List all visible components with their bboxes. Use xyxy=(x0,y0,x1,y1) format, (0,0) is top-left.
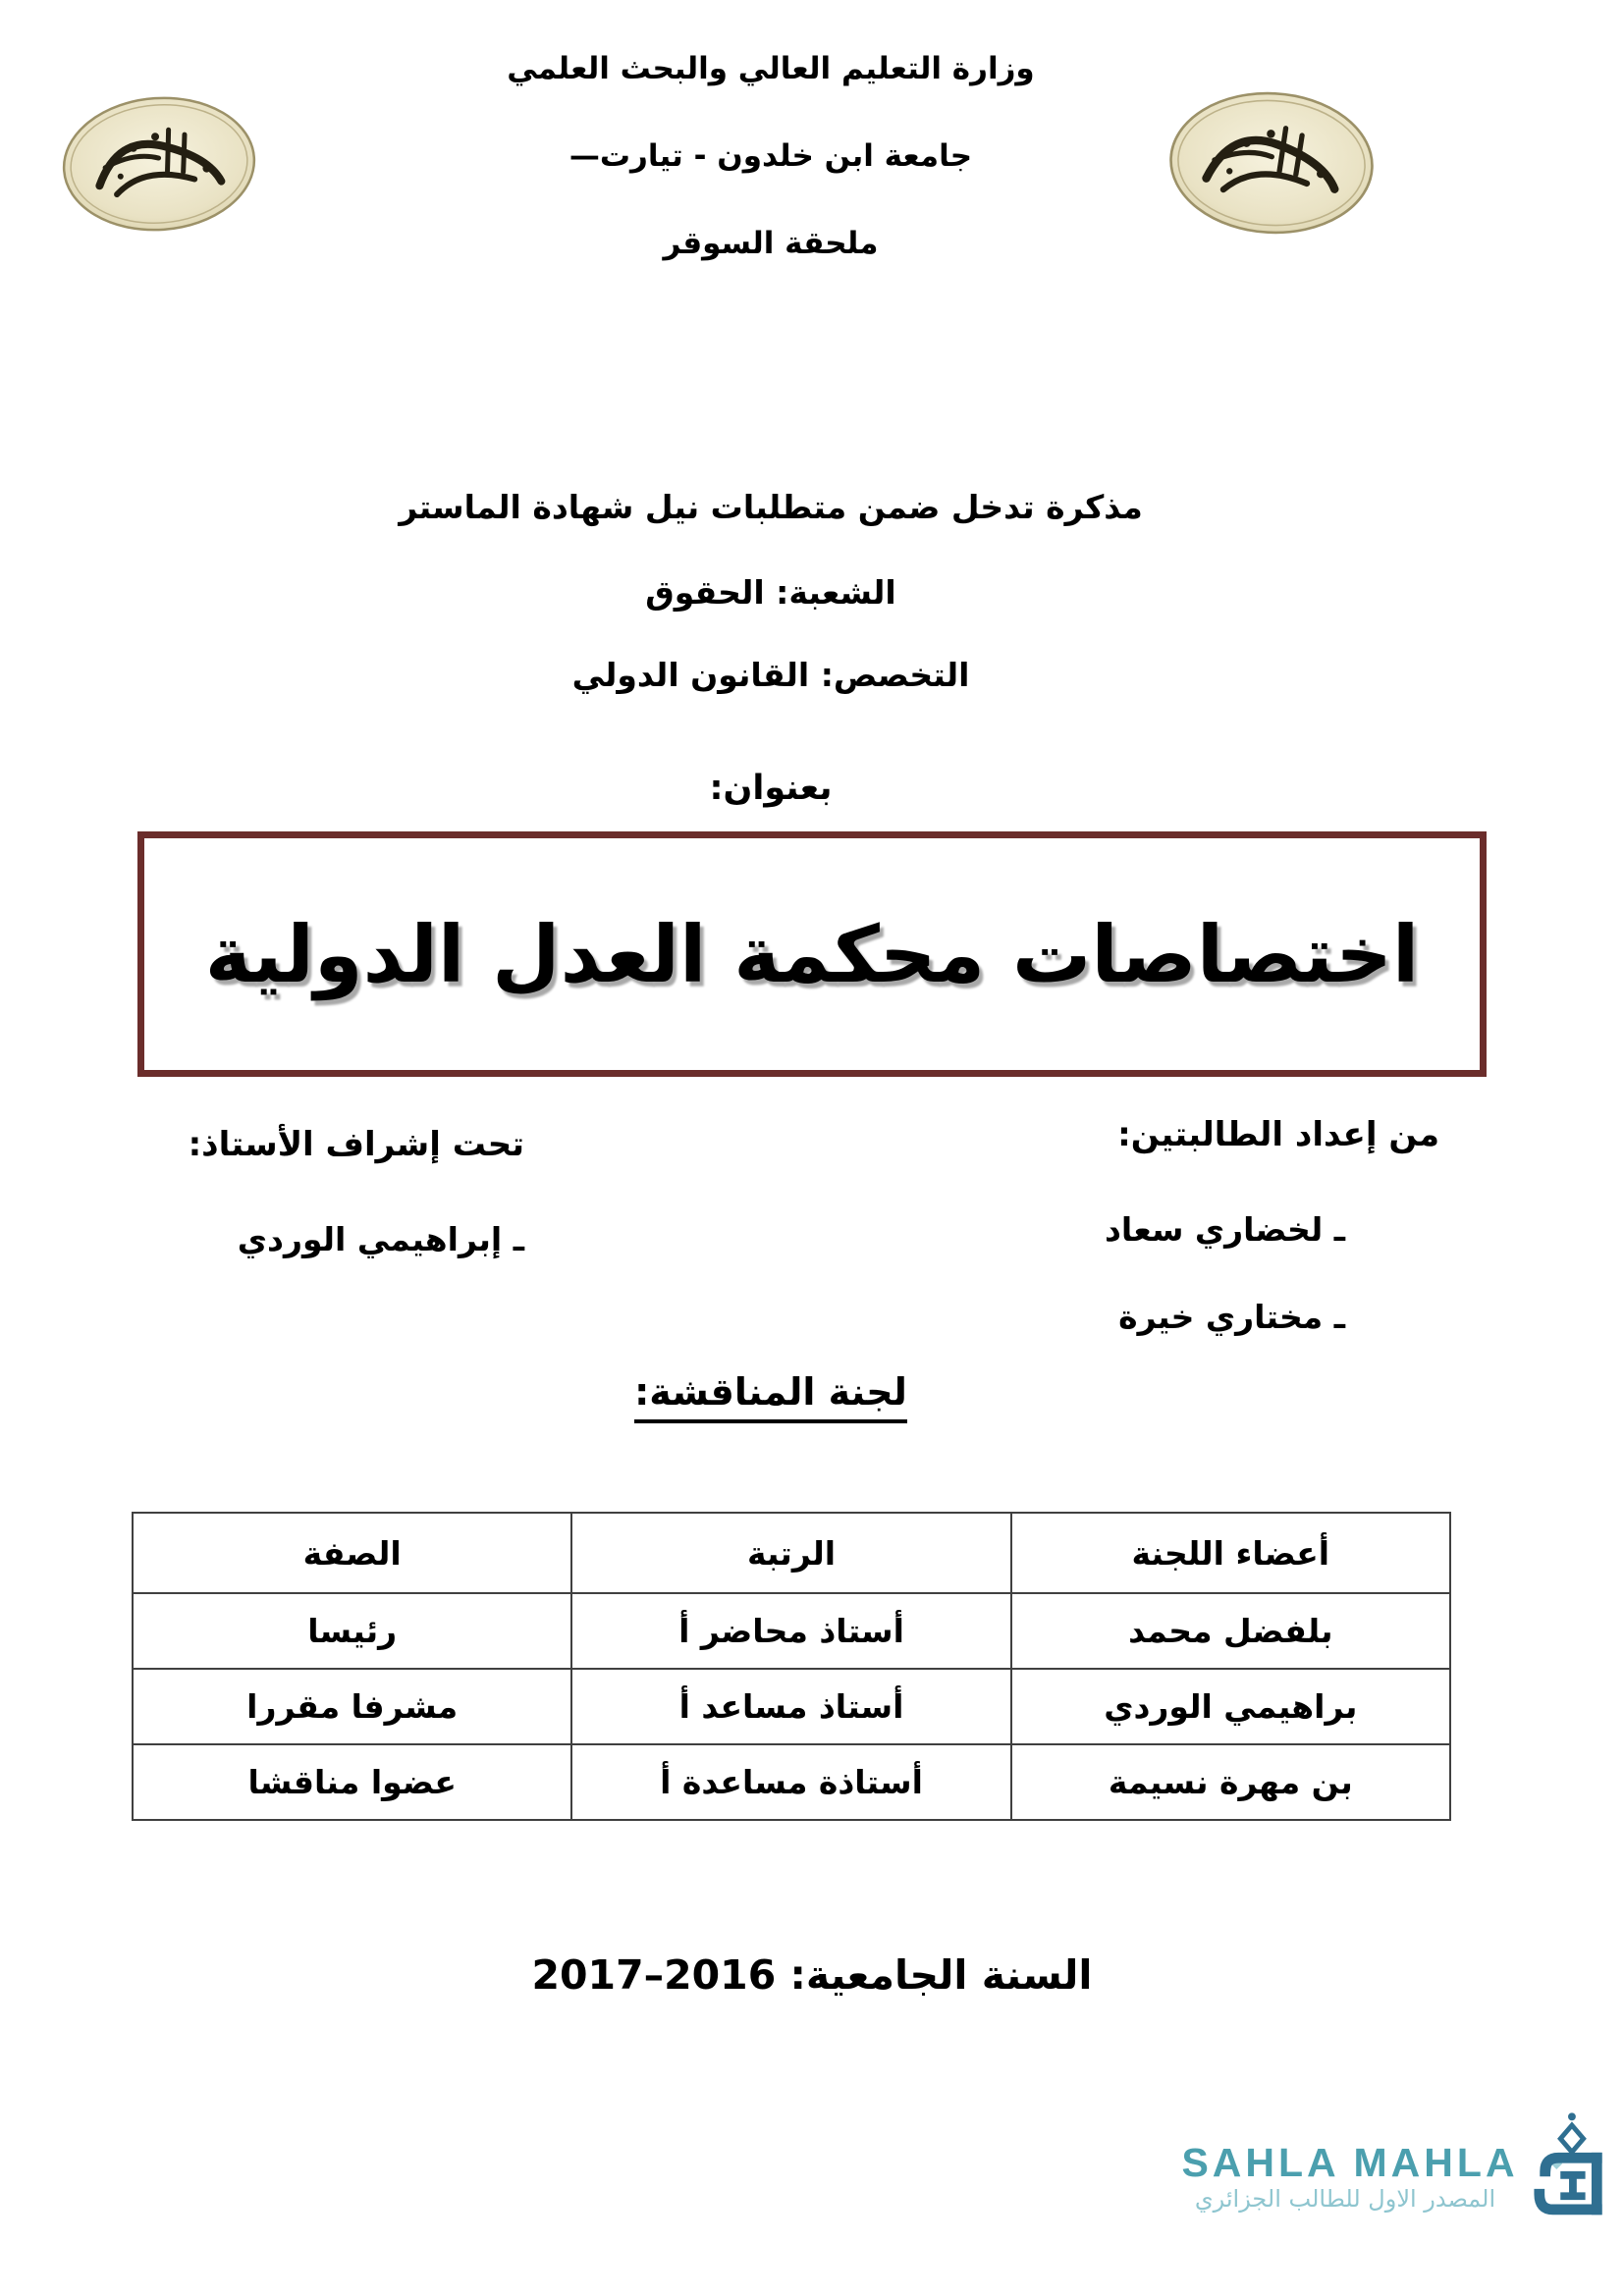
member-3-name: بن مهرة نسيمة xyxy=(1011,1744,1450,1820)
member-1-name: بلفضل محمد xyxy=(1011,1593,1450,1669)
sahla-mahla-tagline: المصدر الاول للطالب الجزائري xyxy=(1194,2185,1496,2213)
university-line: جامعة ابن خلدون - تيارت— xyxy=(568,138,973,174)
supervisor-heading: تحت إشراف الأستاذ: xyxy=(188,1125,524,1164)
sahla-mahla-emblem-icon xyxy=(1532,2110,1608,2223)
memo-requirement-line: مذكرة تدخل ضمن متطلبات نيل شهادة الماستر xyxy=(399,488,1143,526)
member-1-role: رئيسا xyxy=(133,1593,571,1669)
member-1-rank: أستاذ محاضر أ xyxy=(571,1593,1010,1669)
committee-heading: لجنة المناقشة: xyxy=(634,1370,907,1423)
university-stamp-right-icon xyxy=(1161,84,1381,240)
committee-row-2 xyxy=(133,1669,1450,1744)
col-role: الصفة xyxy=(133,1513,571,1593)
committee-header-row xyxy=(133,1513,1450,1593)
col-members: أعضاء اللجنة xyxy=(1011,1513,1450,1593)
committee-table xyxy=(132,1512,1451,1821)
committee-row-1 xyxy=(133,1593,1450,1669)
col-rank: الرتبة xyxy=(571,1513,1010,1593)
branch-line: الشعبة: الحقوق xyxy=(645,573,896,612)
specialty-line: التخصص: القانون الدولي xyxy=(571,656,970,694)
member-2-name: براهيمي الوردي xyxy=(1011,1669,1450,1744)
author-name-1: ـ لخضاري سعاد xyxy=(1105,1210,1345,1249)
author-name-2: ـ مختاري خيرة xyxy=(1118,1298,1345,1336)
sahla-mahla-wordmark: SAHLA MAHLA xyxy=(1181,2140,1519,2185)
ministry-line: وزارة التعليم العالي والبحث العلمي xyxy=(507,51,1035,86)
academic-year: السنة الجامعية: 2016–2017 xyxy=(531,1951,1093,1999)
committee-row-3 xyxy=(133,1744,1450,1820)
member-3-role: عضوا مناقشا xyxy=(133,1744,571,1820)
authors-heading: من إعداد الطالبتين: xyxy=(1117,1115,1439,1154)
member-3-rank: أستاذة مساعدة أ xyxy=(571,1744,1010,1820)
university-stamp-left-icon xyxy=(56,87,261,240)
member-2-role: مشرفا مقررا xyxy=(133,1669,571,1744)
thesis-title-box xyxy=(137,831,1487,1077)
thesis-title: اختصاصات محكمة العدل الدولية xyxy=(204,908,1420,1000)
member-2-rank: أستاذ مساعد أ xyxy=(571,1669,1010,1744)
annex-line: ملحقة السوقر xyxy=(663,226,879,261)
titled-label: بعنوان: xyxy=(709,769,833,808)
supervisor-name: ـ إبراهيمي الوردي xyxy=(237,1220,524,1258)
committee-heading-wrap xyxy=(0,1370,1542,1423)
